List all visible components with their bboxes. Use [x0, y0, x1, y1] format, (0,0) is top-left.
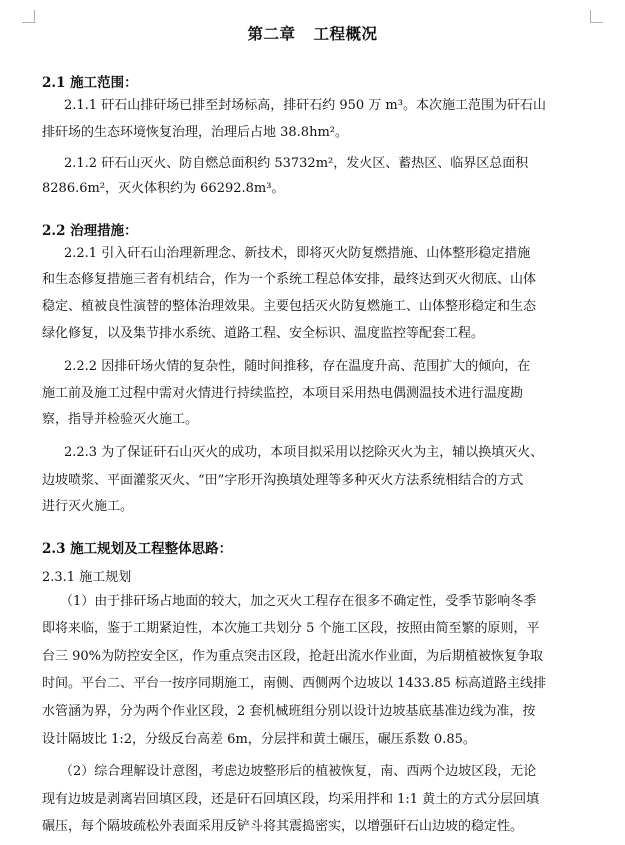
paragraph-line: 2.2.1 引入矸石山治理新理念、新技术，即将灭火防复燃措施、山体整形稳定措施 — [64, 246, 531, 261]
subsection-heading: 2.3.1 施工规划 — [42, 570, 132, 585]
paragraph-line: 察，指导并检验灭火施工。 — [42, 412, 199, 427]
paragraph-line: 时间。平台二、平台一按序同期施工，南侧、西侧两个边坡以 1433.85 标高道路主线排 — [42, 676, 547, 691]
paragraph-line: 2.2.2 因排矸场火情的复杂性，随时间推移，存在温度升高、范围扩大的倾向，在 — [64, 359, 531, 374]
paragraph-line: 水管涵为界，分为两个作业区段，2 套机械班组分别以设计边坡基底基准边线为准，按 — [42, 704, 536, 719]
paragraph-line: （1）由于排矸场占地面的较大，加之灭火工程存在很多不确定性，受季节影响冬季 — [60, 594, 537, 609]
section-heading: 2.2 治理措施： — [42, 223, 138, 239]
paragraph-line: 边坡喷浆、平面灌浆灭火、“田”字形开沟换填处理等多种灭火方法系统相结合的方式 — [42, 473, 524, 488]
paragraph-line: 稳定、植被良性演替的整体治理效果。主要包括灭火防复燃施工、山体整形稳定和生态 — [42, 299, 537, 314]
paragraph-line: 台三 90%为防控安全区，作为重点突击区段，抢赶出流水作业面，为后期植被恢复争取 — [42, 649, 544, 664]
chapter-name: 工程概况 — [313, 25, 378, 43]
paragraph-line: 碾压，每个隔坡疏松外表面采用反铲斗将其震捣密实，以增强矸石山边坡的稳定性。 — [42, 819, 524, 834]
paragraph-line: 进行灭火施工。 — [42, 499, 134, 514]
paragraph-line: 2.1.1 矸石山排矸场已排至封场标高，排矸石约 950 万 m³。本次施工范围为矸石山 — [64, 98, 546, 113]
paragraph-line: 即将来临，鉴于工期紧迫性，本次施工共划分 5 个施工区段，按照由简至繁的原则，平 — [42, 621, 540, 636]
paragraph-line: （2）综合理解设计意图，考虑边坡整形后的植被恢复，南、西两个边坡区段，无论 — [60, 764, 537, 779]
paragraph-line: 施工前及施工过程中需对火情进行持续监控，本项目采用热电偶测温技术进行温度勘 — [42, 386, 524, 401]
paragraph-line: 和生态修复措施三者有机结合，作为一个系统工程总体安排，最终达到灭火彻底、山体 — [42, 272, 537, 287]
paragraph-line: 8286.6m²，灭火体积约为 66292.8m³。 — [42, 181, 285, 196]
chapter-title — [0, 22, 625, 44]
paragraph-line: 2.2.3 为了保证矸石山灭火的成功，本项目拟采用以挖除灭火为主，辅以换填灭火、 — [64, 445, 544, 460]
chapter-number: 第二章 — [247, 25, 296, 43]
section-heading: 2.1 施工范围： — [42, 75, 138, 91]
paragraph-line: 2.1.2 矸石山灭火、防自燃总面积约 53732m²，发火区、蓄热区、临界区总面积 — [64, 156, 529, 171]
paragraph-line: 现有边坡是剥离岩回填区段，还是矸石回填区段，均采用拌和 1:1 黄土的方式分层回填 — [42, 792, 540, 807]
section-heading: 2.3 施工规划及工程整体思路： — [42, 541, 233, 557]
paragraph-line: 设计隔坡比 1:2，分级反台高差 6m，分层拌和黄土碾压，碾压系数 0.85。 — [42, 732, 476, 747]
paragraph-line: 绿化修复，以及集节排水系统、道路工程、安全标识、温度监控等配套工程。 — [42, 326, 485, 341]
paragraph-line: 排矸场的生态环境恢复治理，治理后占地 38.8hm²。 — [42, 125, 348, 140]
